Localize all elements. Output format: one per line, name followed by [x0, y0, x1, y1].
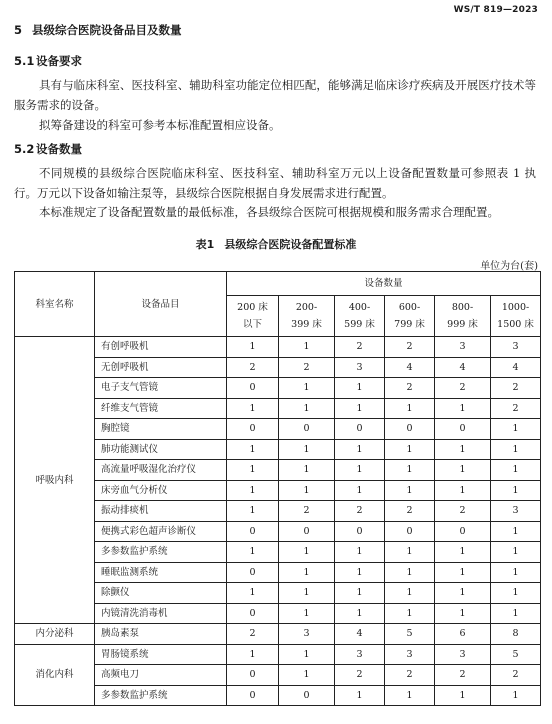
quantity-cell: 1 — [491, 439, 541, 460]
equipment-item-cell: 肺功能测试仪 — [95, 439, 227, 460]
equipment-item-cell: 纤维支气管镜 — [95, 398, 227, 419]
quantity-cell: 1 — [227, 480, 279, 501]
table-caption: 县级综合医院设备配置标准 — [224, 238, 357, 251]
quantity-cell: 0 — [435, 419, 491, 440]
table-label: 表1 — [195, 238, 215, 251]
bed-size-header — [227, 296, 279, 337]
quantity-cell: 2 — [491, 378, 541, 399]
quantity-cell: 6 — [435, 624, 491, 645]
quantity-cell: 1 — [227, 542, 279, 563]
bed-size-header-line: 799 床 — [394, 319, 425, 330]
quantity-cell: 1 — [335, 562, 385, 583]
equipment-item-cell: 胸腔镜 — [95, 419, 227, 440]
equipment-item-cell: 多参数监护系统 — [95, 542, 227, 563]
quantity-cell: 8 — [491, 624, 541, 645]
quantity-cell: 3 — [335, 357, 385, 378]
bed-size-header-line: 以下 — [242, 319, 262, 330]
quantity-cell: 1 — [491, 542, 541, 563]
quantity-cell: 2 — [435, 378, 491, 399]
quantity-cell: 1 — [335, 439, 385, 460]
quantity-cell: 1 — [491, 480, 541, 501]
quantity-cell: 1 — [279, 337, 335, 358]
item-column-header: 设备品目 — [95, 272, 227, 337]
quantity-cell: 2 — [491, 665, 541, 686]
bed-size-header-line: 399 床 — [291, 319, 322, 330]
equipment-item-cell: 有创呼吸机 — [95, 337, 227, 358]
quantity-cell: 2 — [279, 501, 335, 522]
quantity-cell: 1 — [435, 439, 491, 460]
quantity-cell: 1 — [279, 378, 335, 399]
quantity-cell: 1 — [385, 480, 435, 501]
quantity-cell: 1 — [491, 685, 541, 706]
quantity-cell: 2 — [385, 665, 435, 686]
equipment-item-cell: 床旁血气分析仪 — [95, 480, 227, 501]
quantity-cell: 1 — [385, 398, 435, 419]
quantity-cell: 0 — [227, 603, 279, 624]
subsection-number: 5.2 — [14, 142, 35, 156]
quantity-cell: 1 — [491, 583, 541, 604]
table-header-row — [15, 272, 541, 296]
paragraph: 具有与临床科室、医技科室、辅助科室功能定位相匹配，能够满足临床诊疗疾病及开展医疗技术等服务需求的设备。 — [14, 78, 536, 112]
quantity-cell: 1 — [335, 603, 385, 624]
quantity-cell: 1 — [435, 583, 491, 604]
quantity-cell: 1 — [335, 460, 385, 481]
quantity-cell: 0 — [227, 521, 279, 542]
quantity-cell: 3 — [385, 644, 435, 665]
table-title — [0, 236, 552, 252]
quantity-cell: 5 — [385, 624, 435, 645]
quantity-cell: 1 — [279, 562, 335, 583]
equipment-item-cell: 胰岛素泵 — [95, 624, 227, 645]
quantity-cell: 3 — [435, 644, 491, 665]
quantity-cell: 1 — [279, 603, 335, 624]
bed-size-header — [491, 296, 541, 337]
quantity-cell: 1 — [279, 480, 335, 501]
table-row — [15, 337, 541, 358]
dept-column-header: 科室名称 — [15, 272, 95, 337]
quantity-cell: 0 — [227, 419, 279, 440]
quantity-cell: 3 — [435, 337, 491, 358]
quantity-cell: 0 — [227, 665, 279, 686]
quantity-cell: 4 — [491, 357, 541, 378]
quantity-cell: 1 — [435, 480, 491, 501]
quantity-cell: 1 — [385, 460, 435, 481]
quantity-cell: 1 — [227, 501, 279, 522]
quantity-cell: 1 — [227, 583, 279, 604]
quantity-cell: 2 — [227, 357, 279, 378]
quantity-cell: 2 — [385, 378, 435, 399]
quantity-cell: 3 — [491, 337, 541, 358]
quantity-cell: 4 — [335, 624, 385, 645]
subsection-title: 设备要求 — [36, 54, 82, 68]
equipment-table — [14, 271, 541, 706]
equipment-item-cell: 除颤仪 — [95, 583, 227, 604]
table-row — [15, 624, 541, 645]
quantity-cell: 0 — [385, 521, 435, 542]
bed-size-header-line: 599 床 — [344, 319, 375, 330]
quantity-cell: 2 — [279, 357, 335, 378]
quantity-cell: 3 — [279, 624, 335, 645]
quantity-cell: 1 — [335, 378, 385, 399]
quantity-cell: 1 — [279, 542, 335, 563]
quantity-cell: 1 — [435, 542, 491, 563]
bed-size-header-line: 600- — [398, 302, 421, 313]
quantity-cell: 1 — [491, 562, 541, 583]
bed-size-header — [279, 296, 335, 337]
quantity-cell: 1 — [435, 685, 491, 706]
bed-size-header-line: 400- — [348, 302, 371, 313]
quantity-cell: 2 — [385, 501, 435, 522]
equipment-item-cell: 睡眠监测系统 — [95, 562, 227, 583]
quantity-cell: 0 — [279, 685, 335, 706]
quantity-cell: 5 — [491, 644, 541, 665]
quantity-cell: 0 — [279, 419, 335, 440]
bed-size-header — [435, 296, 491, 337]
section-number: 5 — [14, 23, 23, 37]
quantity-cell: 1 — [227, 398, 279, 419]
quantity-cell: 0 — [335, 419, 385, 440]
quantity-cell: 1 — [385, 603, 435, 624]
quantity-cell: 1 — [227, 439, 279, 460]
quantity-cell: 1 — [385, 583, 435, 604]
quantity-cell: 0 — [435, 521, 491, 542]
equipment-item-cell: 振动排痰机 — [95, 501, 227, 522]
quantity-cell: 3 — [335, 644, 385, 665]
quantity-cell: 0 — [227, 378, 279, 399]
quantity-cell: 1 — [385, 562, 435, 583]
quantity-cell: 2 — [435, 665, 491, 686]
dept-cell: 消化内科 — [15, 644, 95, 706]
quantity-cell: 1 — [435, 398, 491, 419]
quantity-cell: 1 — [385, 439, 435, 460]
bed-size-header-line: 800- — [451, 302, 474, 313]
quantity-cell: 1 — [279, 439, 335, 460]
bed-size-header-line: 1000- — [501, 302, 530, 313]
quantity-cell: 1 — [491, 521, 541, 542]
quantity-cell: 1 — [435, 460, 491, 481]
bed-size-header — [385, 296, 435, 337]
equipment-item-cell: 多参数监护系统 — [95, 685, 227, 706]
section-heading — [14, 22, 182, 38]
paragraph: 本标准规定了设备配置数量的最低标准，各县级综合医院可根据规模和服务需求合理配置。 — [39, 205, 499, 219]
subsection-5-1-heading — [14, 53, 82, 69]
quantity-cell: 1 — [335, 480, 385, 501]
quantity-cell: 1 — [279, 460, 335, 481]
subsection-number: 5.1 — [14, 54, 35, 68]
equipment-item-cell: 胃肠镜系统 — [95, 644, 227, 665]
quantity-cell: 1 — [227, 460, 279, 481]
dept-cell: 呼吸内科 — [15, 337, 95, 624]
subsection-5-2-heading — [14, 141, 82, 157]
equipment-item-cell: 高频电刀 — [95, 665, 227, 686]
quantity-cell: 1 — [335, 542, 385, 563]
bed-size-header-line: 999 床 — [447, 319, 478, 330]
quantity-cell: 0 — [279, 521, 335, 542]
quantity-cell: 1 — [279, 583, 335, 604]
quantity-column-header: 设备数量 — [227, 272, 541, 296]
equipment-item-cell: 便携式彩色超声诊断仪 — [95, 521, 227, 542]
standard-code: WS/T 819—2023 — [453, 5, 538, 15]
section-title: 县级综合医院设备品目及数量 — [32, 23, 182, 37]
quantity-cell: 0 — [385, 419, 435, 440]
subsection-title: 设备数量 — [36, 142, 82, 156]
quantity-cell: 1 — [279, 665, 335, 686]
quantity-cell: 1 — [227, 644, 279, 665]
quantity-cell: 3 — [491, 501, 541, 522]
equipment-item-cell: 高流量呼吸湿化治疗仪 — [95, 460, 227, 481]
quantity-cell: 1 — [491, 603, 541, 624]
quantity-cell: 2 — [335, 501, 385, 522]
bed-size-header — [335, 296, 385, 337]
quantity-cell: 0 — [335, 521, 385, 542]
paragraph: 拟筹备建设的科室可参考本标准配置相应设备。 — [39, 118, 281, 132]
quantity-cell: 4 — [435, 357, 491, 378]
quantity-cell: 1 — [335, 685, 385, 706]
bed-size-header-line: 200- — [295, 302, 318, 313]
quantity-cell: 2 — [385, 337, 435, 358]
equipment-item-cell: 内镜清洗消毒机 — [95, 603, 227, 624]
quantity-cell: 1 — [279, 644, 335, 665]
dept-cell: 内分泌科 — [15, 624, 95, 645]
quantity-cell: 1 — [385, 542, 435, 563]
quantity-cell: 1 — [279, 398, 335, 419]
quantity-cell: 1 — [491, 419, 541, 440]
quantity-cell: 1 — [435, 603, 491, 624]
quantity-cell: 1 — [335, 398, 385, 419]
paragraph: 不同规模的县级综合医院临床科室、医技科室、辅助科室万元以上设备配置数量可参照表 1 执行。万元以下设备如输注泵等，县级综合医院根据自身发展需求进行配置。 — [14, 166, 536, 200]
bed-size-header-line: 1500 床 — [497, 319, 534, 330]
quantity-cell: 0 — [227, 562, 279, 583]
quantity-cell: 0 — [227, 685, 279, 706]
quantity-cell: 1 — [491, 460, 541, 481]
quantity-cell: 2 — [227, 624, 279, 645]
quantity-cell: 1 — [335, 583, 385, 604]
table-row — [15, 644, 541, 665]
quantity-cell: 1 — [385, 685, 435, 706]
quantity-cell: 2 — [335, 337, 385, 358]
equipment-item-cell: 电子支气管镜 — [95, 378, 227, 399]
quantity-cell: 2 — [435, 501, 491, 522]
table-unit: 单位为台(套) — [480, 261, 538, 272]
quantity-cell: 1 — [227, 337, 279, 358]
quantity-cell: 2 — [335, 665, 385, 686]
quantity-cell: 4 — [385, 357, 435, 378]
bed-size-header-line: 200 床 — [237, 302, 268, 313]
quantity-cell: 2 — [491, 398, 541, 419]
equipment-item-cell: 无创呼吸机 — [95, 357, 227, 378]
quantity-cell: 1 — [435, 562, 491, 583]
